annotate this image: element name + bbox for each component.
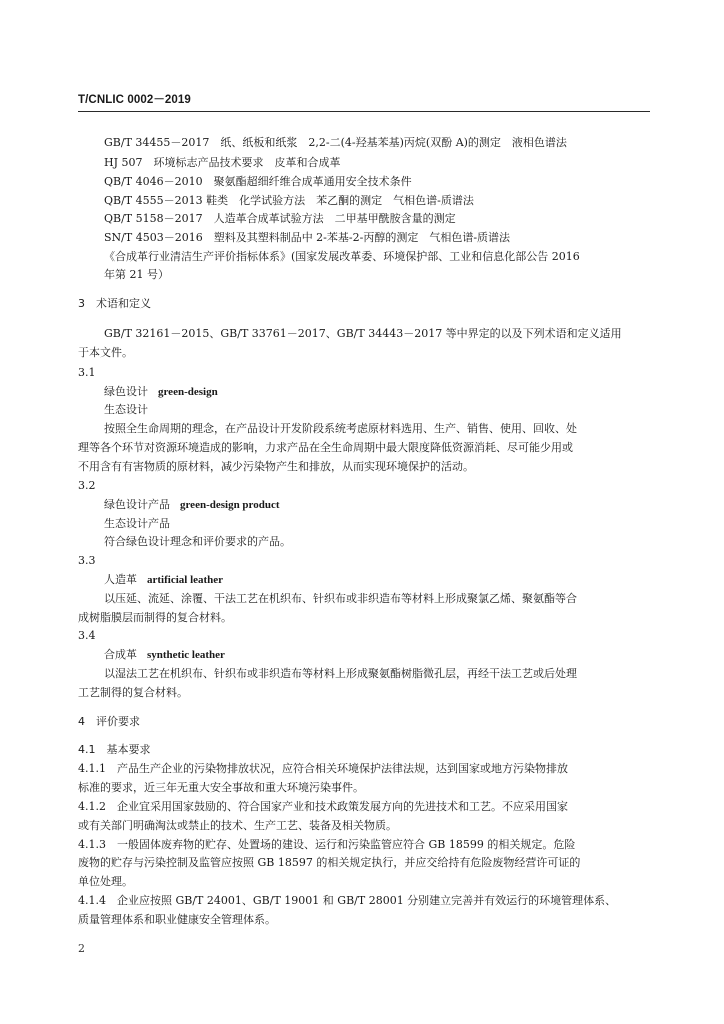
section-heading: 3 术语和定义 xyxy=(78,297,151,310)
definition-line: 成树脂膜层而制得的复合材料。 xyxy=(78,611,232,624)
reference-item: QB/T 5158－2017 人造革合成革试验方法 二甲基甲酰胺含量的测定 xyxy=(104,212,456,225)
term-number: 3.3 xyxy=(78,554,96,567)
clause-line: 单位处理。 xyxy=(78,875,133,888)
definition-line: 符合绿色设计理念和评价要求的产品。 xyxy=(104,535,291,548)
term-chinese: 人造革 xyxy=(104,573,137,586)
term-synonym: 生态设计 xyxy=(104,403,148,416)
section-heading: 4 评价要求 xyxy=(78,715,140,728)
reference-item: QB/T 4046－2010 聚氨酯超细纤维合成革通用安全技术条件 xyxy=(104,175,412,188)
clause-line: 或有关部门明确淘汰或禁止的技术、生产工艺、装备及相关物质。 xyxy=(78,819,397,832)
term-english: synthetic leather xyxy=(147,649,225,661)
term-synonym: 生态设计产品 xyxy=(104,517,170,530)
term-title xyxy=(104,384,218,400)
term-chinese: 绿色设计产品 xyxy=(104,498,170,511)
definition-line: 以压延、流延、涂覆、干法工艺在机织布、针织布或非织造布等材料上形成聚氯乙烯、聚氨酯等合 xyxy=(104,592,577,605)
reference-item: GB/T 34455－2017 纸、纸板和纸浆 2,2-二(4-羟基苯基)丙烷(双酚 A)的测定 液相色谱法 xyxy=(104,136,567,149)
clause-line: 废物的贮存与污染控制及监管应按照 GB 18597 的相关规定执行，并应交给持有危险废物经营许可证的 xyxy=(78,856,581,869)
clause-line: 4.1.3 一般固体废弃物的贮存、处置场的建设、运行和污染监管应符合 GB 18599 的相关规定。危险 xyxy=(78,838,576,851)
page-number: 2 xyxy=(78,942,85,955)
definition-line: 理等各个环节对资源环境造成的影响，力求产品在全生命周期中最大限度降低资源消耗、尽可能少用或 xyxy=(78,441,573,454)
header-rule xyxy=(78,111,650,112)
standard-number-header: T/CNLIC 0002－2019 xyxy=(78,94,191,106)
term-chinese: 绿色设计 xyxy=(104,385,148,398)
reference-item: 《合成革行业清洁生产评价指标体系》(国家发展改革委、环境保护部、工业和信息化部公告 2016 xyxy=(104,250,580,263)
term-english: artificial leather xyxy=(147,574,224,586)
term-title xyxy=(104,497,280,513)
reference-item: QB/T 4555－2013 鞋类 化学试验方法 苯乙酮的测定 气相色谱-质谱法 xyxy=(104,194,474,207)
reference-item: HJ 507 环境标志产品技术要求 皮革和合成革 xyxy=(104,156,341,169)
term-number: 3.2 xyxy=(78,479,96,492)
subsection-heading: 4.1 基本要求 xyxy=(78,743,151,756)
definition-line: 以湿法工艺在机织布、针织布或非织造布等材料上形成聚氨酯树脂微孔层，再经干法工艺或后处理 xyxy=(104,667,577,680)
term-title xyxy=(104,572,223,588)
term-number: 3.4 xyxy=(78,629,96,642)
paragraph-line: 于本文件。 xyxy=(78,346,133,359)
term-chinese: 合成革 xyxy=(104,648,137,661)
clause-line: 4.1.2 企业宜采用国家鼓励的、符合国家产业和技术政策发展方向的先进技术和工艺。不应采用国家 xyxy=(78,800,568,813)
clause-line: 4.1.4 企业应按照 GB/T 24001、GB/T 19001 和 GB/T 28001 分别建立完善并有效运行的环境管理体系、 xyxy=(78,894,617,907)
paragraph-line: GB/T 32161－2015、GB/T 33761－2017、GB/T 34443－2017 等中界定的以及下列术语和定义适用 xyxy=(104,327,622,340)
term-english: green-design xyxy=(158,386,218,398)
clause-line: 4.1.1 产品生产企业的污染物排放状况，应符合相关环境保护法律法规，达到国家或地方污染物排放 xyxy=(78,762,568,775)
definition-line: 不用含有有害物质的原材料，减少污染物产生和排放，从而实现环境保护的活动。 xyxy=(78,460,474,473)
reference-item-continued: 年第 21 号） xyxy=(104,268,169,281)
definition-line: 按照全生命周期的理念，在产品设计开发阶段系统考虑原材料选用、生产、销售、使用、回收、处 xyxy=(104,422,577,435)
term-english: green-design product xyxy=(180,499,280,511)
term-title xyxy=(104,647,225,663)
definition-line: 工艺制得的复合材料。 xyxy=(78,686,188,699)
clause-line: 质量管理体系和职业健康安全管理体系。 xyxy=(78,913,276,926)
term-number: 3.1 xyxy=(78,366,96,379)
reference-item: SN/T 4503－2016 塑料及其塑料制品中 2-苯基-2-丙醇的测定 气相色谱-质谱法 xyxy=(104,231,511,244)
clause-line: 标准的要求，近三年无重大安全事故和重大环境污染事件。 xyxy=(78,781,364,794)
